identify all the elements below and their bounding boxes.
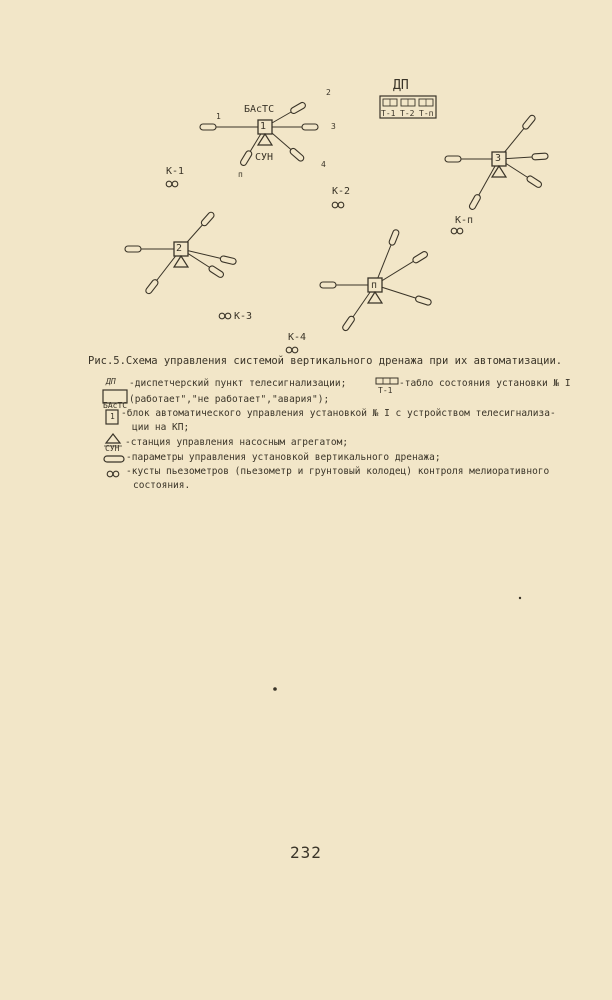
- well-circle: [457, 228, 463, 234]
- unit-number: 3: [495, 153, 502, 164]
- piezometer-cluster-symbol: [332, 202, 344, 208]
- unit-number: 1: [260, 121, 267, 132]
- pump-station-symbol: [368, 292, 382, 303]
- pump-station-label: СУН: [255, 152, 274, 163]
- legend-cyh-icon-label: СУН: [105, 444, 120, 453]
- piezometer-cluster-symbol: [286, 347, 298, 353]
- control-parameter: [468, 194, 481, 211]
- well-circle: [338, 202, 344, 208]
- page-number: 232: [290, 843, 322, 862]
- control-parameter: [289, 147, 305, 162]
- piezometer-circle: [166, 181, 172, 187]
- legend-parameters: -параметры управления установкой вертикального дренажа;: [126, 452, 441, 463]
- legend-ba-icon-number: 1: [110, 412, 115, 421]
- pump-station-symbol: [174, 256, 188, 267]
- legend-piezometer-clusters-cont: состояния.: [133, 480, 191, 491]
- control-parameter: [415, 295, 432, 306]
- cluster-label: К-1: [166, 166, 185, 177]
- spoke-label: 2: [326, 88, 331, 97]
- control-parameter: [125, 246, 141, 252]
- legend-status-board: -табло состояния установки № I: [399, 378, 571, 389]
- legend-piezometer-clusters: -кусты пьезометров (пьезометр и грунтовый колодец) контроля мелиоративного: [126, 466, 550, 477]
- figure-caption: Рис.5.Схема управления системой вертикального дренажа при их автоматизации.: [88, 355, 563, 367]
- piezometer-circle: [286, 347, 292, 353]
- control-parameter: [526, 175, 543, 189]
- legend-status-values: (работает","не работает","авария");: [129, 394, 330, 405]
- unit-number: п: [371, 280, 378, 291]
- spoke-label: п: [238, 170, 243, 179]
- legend-dispatch-point: -диспетчерский пункт телесигнализации;: [129, 378, 347, 389]
- control-parameter: [412, 250, 429, 263]
- dispatch-point-label: ДП: [393, 78, 409, 93]
- piezometer-circle: [219, 313, 225, 319]
- control-parameter: [200, 124, 216, 130]
- piezometer-cluster-symbol: [166, 181, 178, 187]
- piezometer-circle: [332, 202, 338, 208]
- well-circle: [172, 181, 178, 187]
- units-layer: [125, 101, 548, 331]
- legend-pump-station: -станция управления насосным агрегатом;: [125, 437, 349, 448]
- paper-speck: [519, 597, 521, 599]
- control-parameter: [302, 124, 318, 130]
- piezometer-cluster-symbol: [219, 313, 231, 319]
- control-parameter: [532, 153, 548, 160]
- cluster-label: К-4: [288, 332, 307, 343]
- board-slot-label: Т-п: [419, 109, 434, 118]
- control-parameter: [145, 279, 160, 295]
- unit-number: 2: [176, 243, 183, 254]
- control-parameter: [239, 150, 252, 167]
- legend-ba-icon-label: БАсТС: [103, 401, 128, 410]
- control-parameter: [290, 101, 307, 114]
- spoke-label: 4: [321, 160, 326, 169]
- paper-speck: [273, 687, 277, 691]
- board-slot-label: Т-2: [400, 109, 415, 118]
- cluster-label: К-2: [332, 186, 351, 197]
- ba-unit-label: БАсТС: [244, 104, 275, 115]
- control-parameter: [445, 156, 461, 162]
- legend-board-icon-label: Т-1: [378, 386, 393, 395]
- legend-dp-icon-label: ДП: [106, 377, 116, 386]
- legend-control-block-cont: ции на КП;: [132, 422, 190, 433]
- well-circle: [292, 347, 298, 353]
- control-parameter: [522, 114, 537, 130]
- control-parameter: [200, 211, 215, 227]
- control-parameter: [220, 255, 237, 265]
- piezometer-cluster-symbol: [451, 228, 463, 234]
- well-circle: [225, 313, 231, 319]
- spoke-label: 3: [331, 122, 336, 131]
- board-slot-label: Т-1: [381, 109, 396, 118]
- control-parameter: [342, 315, 356, 332]
- control-parameter: [388, 229, 400, 246]
- control-parameter: [208, 265, 225, 279]
- cluster-label: К-п: [455, 215, 474, 226]
- cluster-label: К-3: [234, 311, 253, 322]
- legend-control-block: -блок автоматического управления установкой № I с устройством телесигнализа-: [121, 408, 556, 419]
- piezometer-circle: [451, 228, 457, 234]
- spoke-label: 1: [216, 112, 221, 121]
- control-parameter: [320, 282, 336, 288]
